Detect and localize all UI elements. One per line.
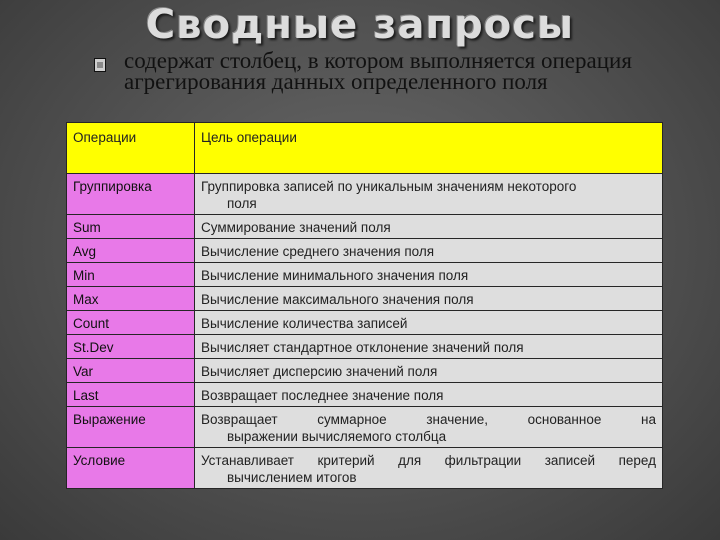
table-row: [67, 263, 663, 287]
table-row: [67, 359, 663, 383]
op-name: Avg: [67, 239, 195, 263]
op-description: [195, 174, 663, 215]
op-description-line: поля: [227, 196, 257, 211]
op-name: Группировка: [67, 174, 195, 215]
op-description-line: Возвращает суммарное значение, основанное на: [201, 412, 656, 427]
op-description: [195, 407, 663, 448]
table-row: [67, 335, 663, 359]
op-description: Вычисляет дисперсию значений поля: [195, 359, 663, 383]
op-name: Выражение: [67, 407, 195, 448]
op-description: Вычисление среднего значения поля: [195, 239, 663, 263]
op-description-line: Группировка записей по уникальным значениям некоторого: [201, 179, 577, 194]
operations-table: [66, 122, 663, 489]
op-description-line: вычислением итогов: [227, 470, 357, 485]
op-name: Count: [67, 311, 195, 335]
op-description: Возвращает последнее значение поля: [195, 383, 663, 407]
op-name: Min: [67, 263, 195, 287]
op-name: St.Dev: [67, 335, 195, 359]
op-description-line: выражении вычисляемого столбца: [227, 429, 447, 444]
table-row: [67, 311, 663, 335]
op-name: Last: [67, 383, 195, 407]
op-name: Sum: [67, 215, 195, 239]
table-row: [67, 287, 663, 311]
op-description: [195, 448, 663, 489]
table-row: [67, 239, 663, 263]
table-row: [67, 215, 663, 239]
table-header-row: [67, 123, 663, 174]
op-description: Вычисление количества записей: [195, 311, 663, 335]
header-purpose: Цель операции: [195, 123, 663, 174]
header-operations: Операции: [67, 123, 195, 174]
op-description: Суммирование значений поля: [195, 215, 663, 239]
op-description-line: Устанавливает критерий для фильтрации записей перед: [201, 453, 656, 468]
table-row: [67, 174, 663, 215]
bullet-icon: [94, 58, 106, 72]
bullet-text: содержат столбец, в котором выполняется операция агрегирования данных определенного поля: [124, 48, 632, 94]
op-name: Var: [67, 359, 195, 383]
op-description: Вычисляет стандартное отклонение значений поля: [195, 335, 663, 359]
op-name: Max: [67, 287, 195, 311]
slide-title: Сводные запросы: [145, 2, 575, 48]
table-row: [67, 407, 663, 448]
table-row: [67, 448, 663, 489]
op-description: Вычисление максимального значения поля: [195, 287, 663, 311]
op-name: Условие: [67, 448, 195, 489]
table-row: [67, 383, 663, 407]
op-description: Вычисление минимального значения поля: [195, 263, 663, 287]
